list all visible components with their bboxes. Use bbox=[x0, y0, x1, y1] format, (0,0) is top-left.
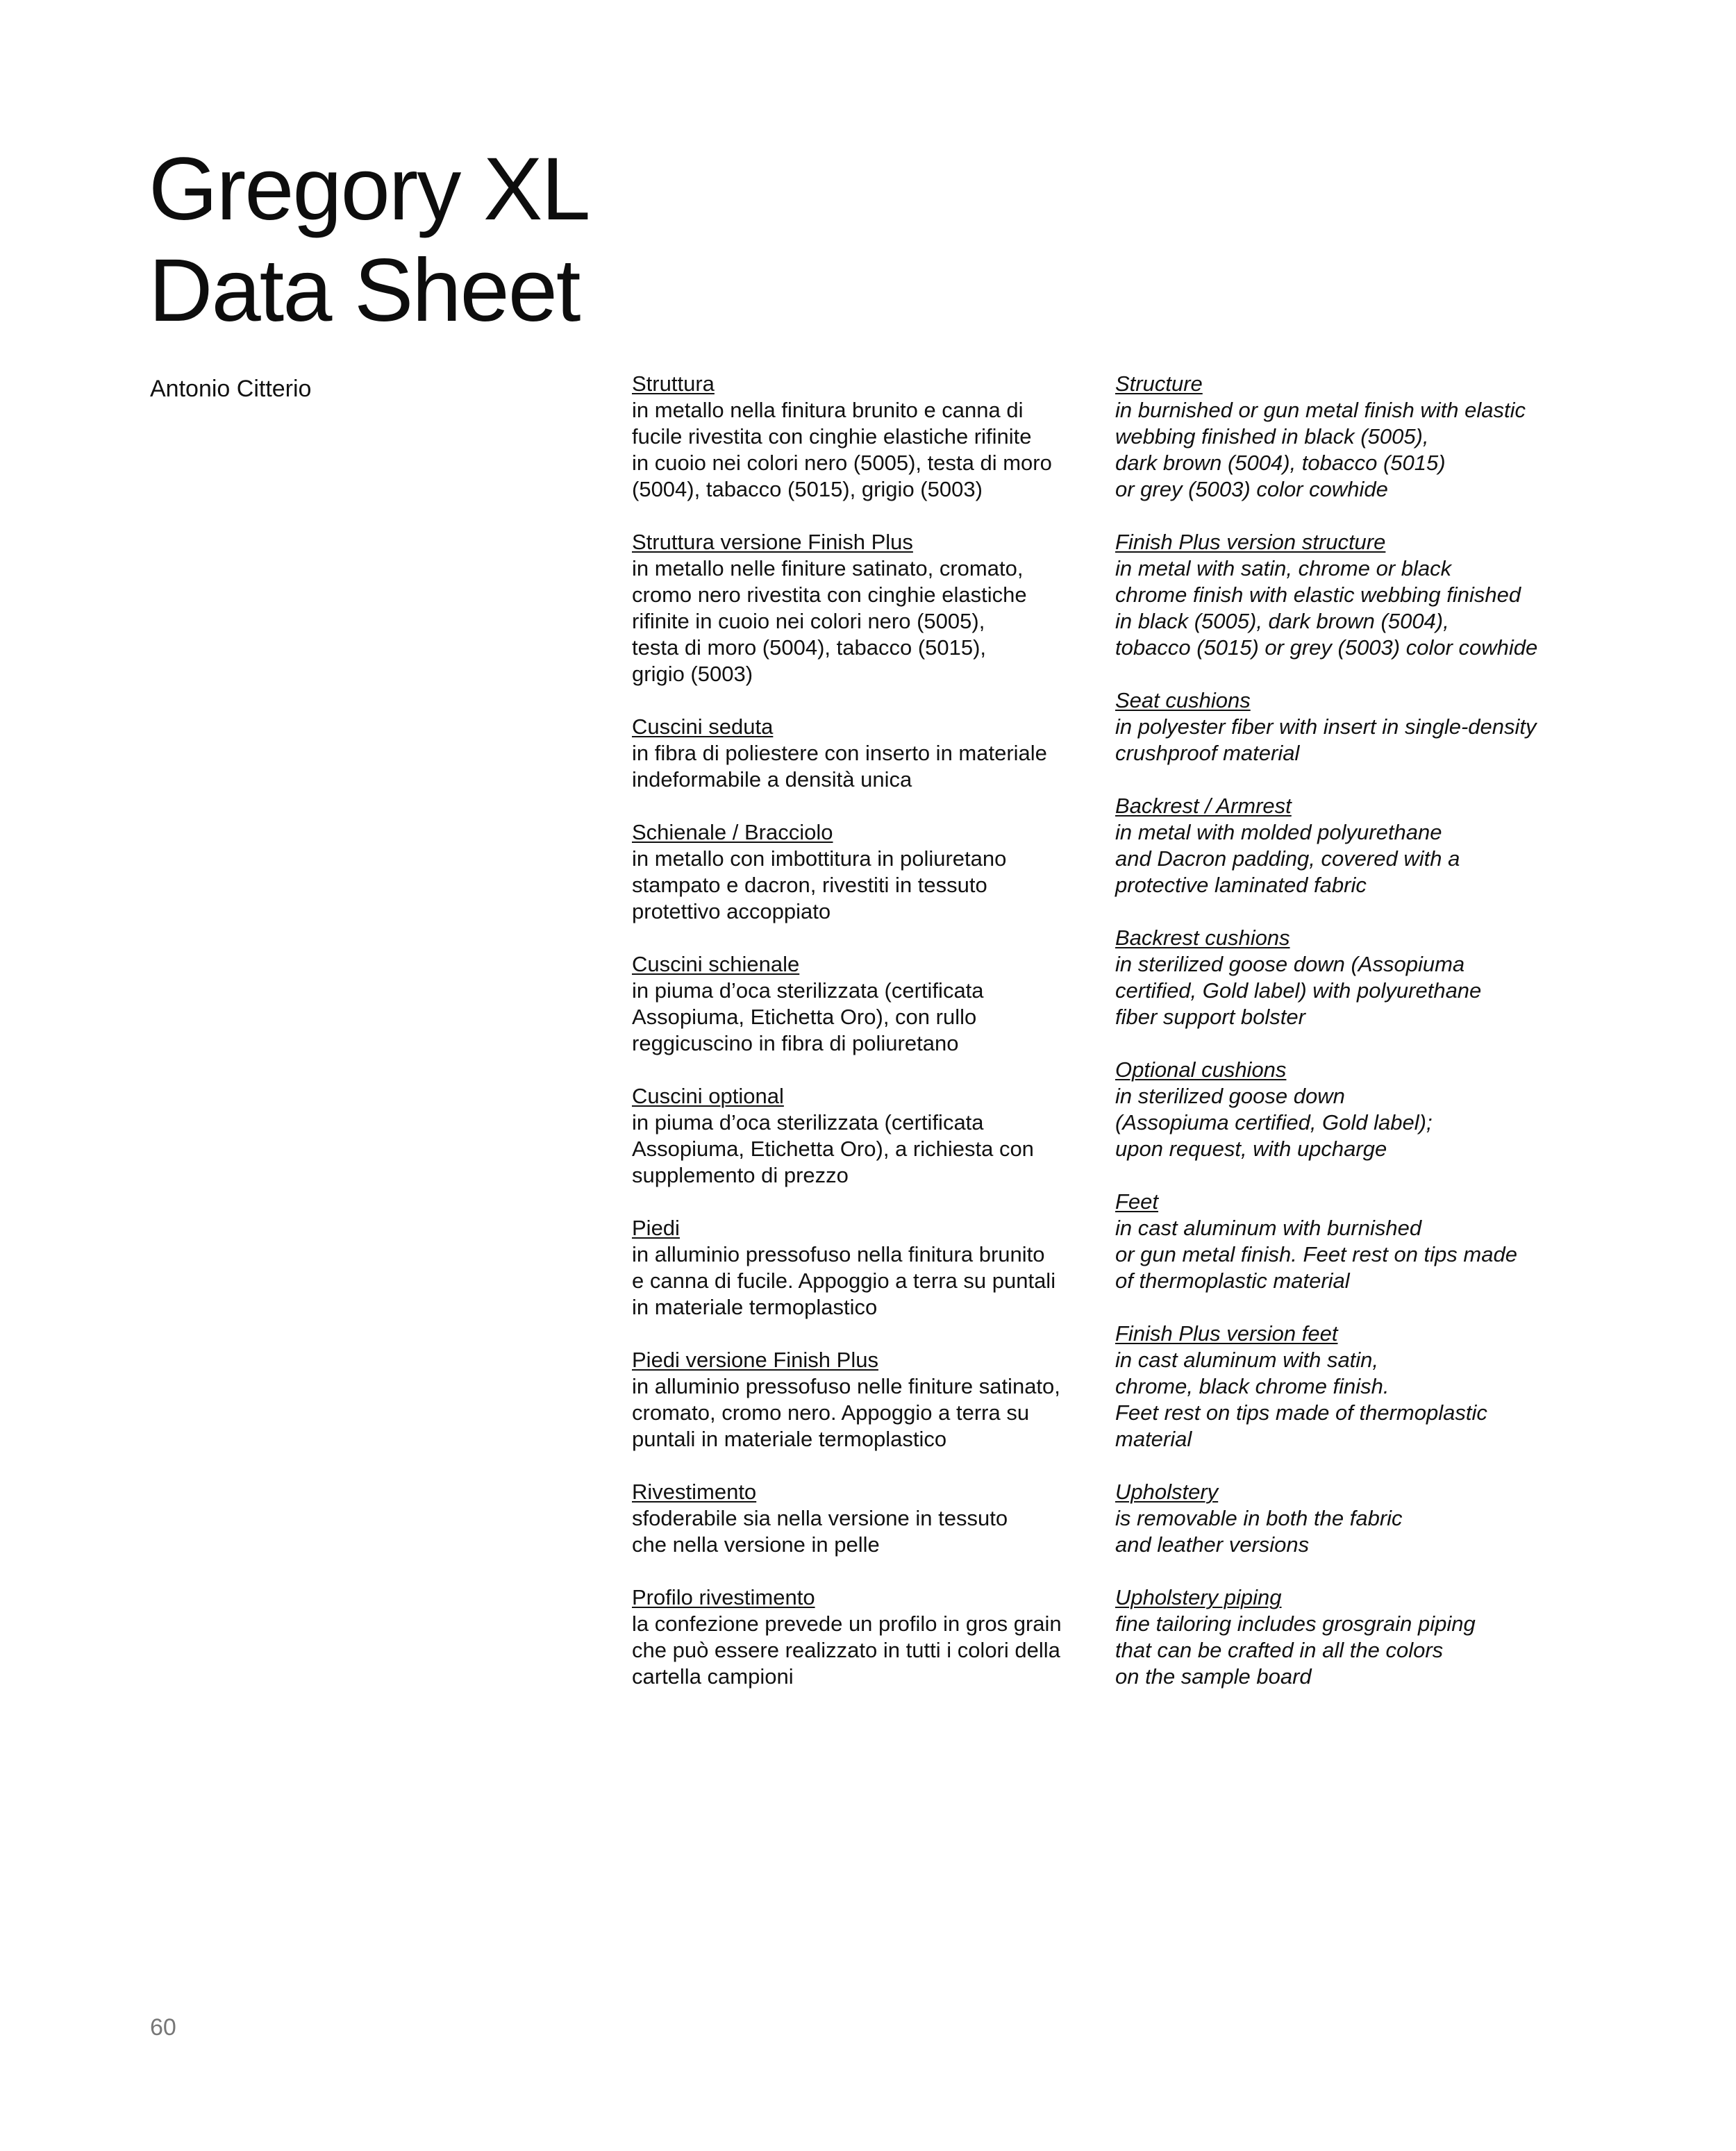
italian-section-heading: Piedi bbox=[632, 1216, 680, 1240]
italian-section-heading: Piedi versione Finish Plus bbox=[632, 1348, 878, 1372]
english-section-heading: Optional cushions bbox=[1115, 1057, 1287, 1082]
italian-section-body: la confezione prevede un profilo in gros grain che può essere realizzato in tutti i colori della cartella campioni bbox=[632, 1612, 1062, 1689]
italian-section-body: in fibra di poliestere con inserto in materiale indeformabile a densità unica bbox=[632, 741, 1047, 792]
english-section-heading: Backrest cushions bbox=[1115, 926, 1290, 950]
english-section bbox=[1115, 529, 1587, 661]
italian-section-heading: Schienale / Bracciolo bbox=[632, 820, 833, 844]
english-section-body: in burnished or gun metal finish with elastic webbing finished in black (5005), dark brown (5004), tobacco (5015) or grey (5003) color cowhide bbox=[1115, 398, 1526, 501]
italian-section-body: in alluminio pressofuso nelle finiture satinato, cromato, cromo nero. Appoggio a terra su puntali in materiale termoplastico bbox=[632, 1374, 1060, 1451]
italian-section-body: in alluminio pressofuso nella finitura brunito e canna di fucile. Appoggio a terra su puntali in materiale termoplastico bbox=[632, 1242, 1056, 1319]
italian-section-body: sfoderabile sia nella versione in tessuto che nella versione in pelle bbox=[632, 1506, 1008, 1557]
english-section-heading: Feet bbox=[1115, 1189, 1159, 1214]
english-section-heading: Backrest / Armrest bbox=[1115, 794, 1292, 818]
italian-column bbox=[632, 371, 1104, 1716]
english-section-body: in metal with satin, chrome or black chrome finish with elastic webbing finished in black (5005), dark brown (5004), tobacco (5015) or grey (5003) color cowhide bbox=[1115, 556, 1538, 660]
english-section-heading: Upholstery piping bbox=[1115, 1585, 1282, 1609]
english-section-body: in cast aluminum with satin, chrome, black chrome finish. Feet rest on tips made of thermoplastic material bbox=[1115, 1348, 1487, 1451]
english-section-heading: Structure bbox=[1115, 371, 1203, 396]
italian-section-body: in metallo nella finitura brunito e canna di fucile rivestita con cinghie elastiche rifinite in cuoio nei colori nero (5005), testa di moro (5004), tabacco (5015), grigio (5003) bbox=[632, 398, 1052, 501]
italian-section-body: in metallo nelle finiture satinato, cromato, cromo nero rivestita con cinghie elastiche rifinite in cuoio nei colori nero (5005), testa di moro (5004), tabacco (5015), grigio (5003) bbox=[632, 556, 1027, 686]
english-section bbox=[1115, 1189, 1587, 1294]
english-section bbox=[1115, 1479, 1587, 1558]
english-section-body: in metal with molded polyurethane and Dacron padding, covered with a protective laminated fabric bbox=[1115, 820, 1460, 897]
title-line-2: Data Sheet bbox=[149, 241, 580, 340]
designer-name: Antonio Citterio bbox=[150, 376, 312, 402]
page-number: 60 bbox=[150, 2014, 176, 2041]
english-section bbox=[1115, 687, 1587, 767]
italian-section bbox=[632, 1584, 1104, 1690]
english-column bbox=[1115, 371, 1587, 1716]
page-title bbox=[149, 139, 590, 342]
italian-section-heading: Cuscini optional bbox=[632, 1084, 784, 1108]
english-section bbox=[1115, 925, 1587, 1030]
english-section-body: in cast aluminum with burnished or gun metal finish. Feet rest on tips made of thermoplastic material bbox=[1115, 1216, 1517, 1293]
english-section bbox=[1115, 1057, 1587, 1162]
italian-section-heading: Cuscini schienale bbox=[632, 952, 800, 976]
english-section bbox=[1115, 371, 1587, 503]
english-section-body: is removable in both the fabric and leather versions bbox=[1115, 1506, 1403, 1557]
italian-section-body: in metallo con imbottitura in poliuretano stampato e dacron, rivestiti in tessuto protettivo accoppiato bbox=[632, 846, 1007, 923]
english-section-body: in polyester fiber with insert in single-density crushproof material bbox=[1115, 714, 1537, 765]
italian-section-heading: Cuscini seduta bbox=[632, 714, 774, 739]
title-line-1: Gregory XL bbox=[149, 140, 590, 239]
english-section-heading: Finish Plus version feet bbox=[1115, 1321, 1338, 1346]
english-section bbox=[1115, 1584, 1587, 1690]
italian-section bbox=[632, 819, 1104, 925]
italian-section bbox=[632, 714, 1104, 793]
italian-section-heading: Profilo rivestimento bbox=[632, 1585, 815, 1609]
english-section-heading: Seat cushions bbox=[1115, 688, 1251, 712]
italian-section bbox=[632, 371, 1104, 503]
italian-section bbox=[632, 1479, 1104, 1558]
italian-section bbox=[632, 951, 1104, 1057]
english-section-body: in sterilized goose down (Assopiuma certified, Gold label) with polyurethane fiber support bolster bbox=[1115, 952, 1482, 1029]
english-section-heading: Finish Plus version structure bbox=[1115, 530, 1386, 554]
italian-section-heading: Struttura bbox=[632, 371, 715, 396]
italian-section bbox=[632, 1083, 1104, 1189]
italian-section bbox=[632, 1347, 1104, 1453]
italian-section-heading: Struttura versione Finish Plus bbox=[632, 530, 913, 554]
italian-section bbox=[632, 1215, 1104, 1321]
english-section-heading: Upholstery bbox=[1115, 1480, 1219, 1504]
english-section-body: fine tailoring includes grosgrain piping that can be crafted in all the colors on the sample board bbox=[1115, 1612, 1476, 1689]
italian-section-heading: Rivestimento bbox=[632, 1480, 757, 1504]
english-section-body: in sterilized goose down (Assopiuma certified, Gold label); upon request, with upcharge bbox=[1115, 1084, 1433, 1161]
english-section bbox=[1115, 793, 1587, 898]
english-section bbox=[1115, 1321, 1587, 1453]
italian-section-body: in piuma d’oca sterilizzata (certificata Assopiuma, Etichetta Oro), a richiesta con supplemento di prezzo bbox=[632, 1110, 1034, 1187]
italian-section bbox=[632, 529, 1104, 687]
italian-section-body: in piuma d’oca sterilizzata (certificata Assopiuma, Etichetta Oro), con rullo reggicuscino in fibra di poliuretano bbox=[632, 978, 984, 1055]
